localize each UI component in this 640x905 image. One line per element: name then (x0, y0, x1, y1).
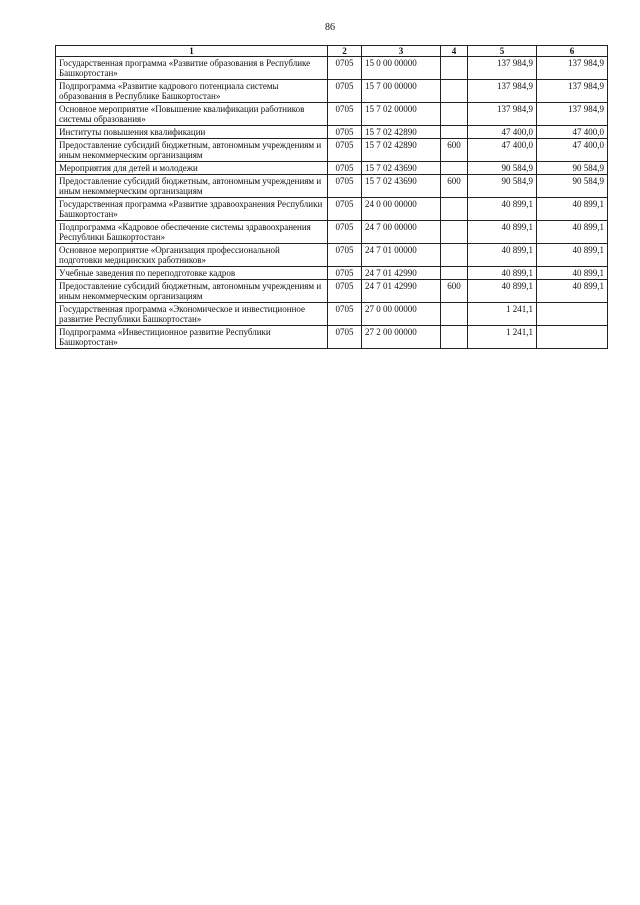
row-target-article: 24 7 01 42990 (362, 267, 441, 280)
row-expense-type (441, 221, 468, 244)
table-body (56, 57, 608, 349)
row-section-code: 0705 (328, 80, 362, 103)
row-expense-type (441, 303, 468, 326)
header-col-4: 4 (441, 46, 468, 57)
row-section-code: 0705 (328, 221, 362, 244)
row-section-code: 0705 (328, 244, 362, 267)
row-target-article: 15 7 02 43690 (362, 162, 441, 175)
row-amount-2: 40 899,1 (537, 221, 608, 244)
table-header (56, 46, 608, 57)
header-col-2: 2 (328, 46, 362, 57)
budget-table (55, 45, 608, 349)
header-row (56, 46, 608, 57)
row-amount-2 (537, 303, 608, 326)
row-expense-type (441, 57, 468, 80)
row-name: Учебные заведения по переподготовке кадров (56, 267, 328, 280)
row-target-article: 27 2 00 00000 (362, 326, 441, 349)
header-col-5: 5 (468, 46, 537, 57)
row-expense-type (441, 80, 468, 103)
row-amount-2: 40 899,1 (537, 244, 608, 267)
row-amount-2: 90 584,9 (537, 162, 608, 175)
row-expense-type (441, 244, 468, 267)
row-amount-2: 137 984,9 (537, 57, 608, 80)
row-amount-2 (537, 326, 608, 349)
table-row (56, 280, 608, 303)
row-amount-2: 47 400,0 (537, 139, 608, 162)
row-amount-2: 90 584,9 (537, 175, 608, 198)
table-row (56, 103, 608, 126)
table-row (56, 267, 608, 280)
table-row (56, 126, 608, 139)
row-name: Подпрограмма «Развитие кадрового потенциала системы образования в Республике Башкортостан» (56, 80, 328, 103)
table-row (56, 326, 608, 349)
row-amount-2: 47 400,0 (537, 126, 608, 139)
row-amount-1: 40 899,1 (468, 280, 537, 303)
row-expense-type: 600 (441, 280, 468, 303)
row-section-code: 0705 (328, 126, 362, 139)
row-expense-type (441, 267, 468, 280)
row-target-article: 15 7 00 00000 (362, 80, 441, 103)
table-row (56, 57, 608, 80)
row-expense-type: 600 (441, 175, 468, 198)
row-target-article: 24 7 01 42990 (362, 280, 441, 303)
row-amount-1: 90 584,9 (468, 162, 537, 175)
table-row (56, 162, 608, 175)
row-amount-1: 137 984,9 (468, 80, 537, 103)
row-section-code: 0705 (328, 139, 362, 162)
row-name: Подпрограмма «Инвестиционное развитие Республики Башкортостан» (56, 326, 328, 349)
row-amount-2: 40 899,1 (537, 198, 608, 221)
row-target-article: 15 7 02 43690 (362, 175, 441, 198)
row-target-article: 24 7 01 00000 (362, 244, 441, 267)
table-row (56, 175, 608, 198)
header-col-3: 3 (362, 46, 441, 57)
row-expense-type (441, 103, 468, 126)
row-expense-type (441, 126, 468, 139)
table-row (56, 221, 608, 244)
row-target-article: 24 0 00 00000 (362, 198, 441, 221)
row-amount-1: 1 241,1 (468, 326, 537, 349)
row-name: Государственная программа «Экономическое и инвестиционное развитие Республики Башкортостан» (56, 303, 328, 326)
row-amount-2: 40 899,1 (537, 267, 608, 280)
row-expense-type (441, 198, 468, 221)
row-name: Государственная программа «Развитие здравоохранения Республики Башкортостан» (56, 198, 328, 221)
header-col-6: 6 (537, 46, 608, 57)
row-section-code: 0705 (328, 326, 362, 349)
row-amount-1: 40 899,1 (468, 244, 537, 267)
row-section-code: 0705 (328, 175, 362, 198)
row-amount-2: 40 899,1 (537, 280, 608, 303)
row-expense-type: 600 (441, 139, 468, 162)
table-row (56, 244, 608, 267)
row-section-code: 0705 (328, 103, 362, 126)
row-amount-1: 47 400,0 (468, 126, 537, 139)
row-target-article: 15 7 02 00000 (362, 103, 441, 126)
row-amount-1: 40 899,1 (468, 221, 537, 244)
row-target-article: 15 7 02 42890 (362, 126, 441, 139)
row-amount-2: 137 984,9 (537, 80, 608, 103)
row-section-code: 0705 (328, 57, 362, 80)
row-name: Институты повышения квалификации (56, 126, 328, 139)
table-row (56, 80, 608, 103)
row-expense-type (441, 162, 468, 175)
header-col-1: 1 (56, 46, 328, 57)
row-target-article: 24 7 00 00000 (362, 221, 441, 244)
row-target-article: 27 0 00 00000 (362, 303, 441, 326)
row-target-article: 15 0 00 00000 (362, 57, 441, 80)
row-amount-1: 40 899,1 (468, 267, 537, 280)
row-name: Государственная программа «Развитие образования в Республике Башкортостан» (56, 57, 328, 80)
row-expense-type (441, 326, 468, 349)
table-row (56, 139, 608, 162)
row-amount-1: 40 899,1 (468, 198, 537, 221)
row-name: Подпрограмма «Кадровое обеспечение системы здравоохранения Республики Башкортостан» (56, 221, 328, 244)
table-row (56, 198, 608, 221)
row-section-code: 0705 (328, 198, 362, 221)
row-section-code: 0705 (328, 303, 362, 326)
row-amount-1: 1 241,1 (468, 303, 537, 326)
row-amount-1: 137 984,9 (468, 57, 537, 80)
table-row (56, 303, 608, 326)
row-name: Предоставление субсидий бюджетным, автономным учреждениям и иным некоммерческим организациям (56, 175, 328, 198)
row-name: Мероприятия для детей и молодежи (56, 162, 328, 175)
row-section-code: 0705 (328, 267, 362, 280)
row-name: Основное мероприятие «Организация профессиональной подготовки медицинских работников» (56, 244, 328, 267)
row-name: Предоставление субсидий бюджетным, автономным учреждениям и иным некоммерческим организациям (56, 139, 328, 162)
row-amount-1: 90 584,9 (468, 175, 537, 198)
row-name: Основное мероприятие «Повышение квалификации работников системы образования» (56, 103, 328, 126)
row-amount-1: 47 400,0 (468, 139, 537, 162)
row-name: Предоставление субсидий бюджетным, автономным учреждениям и иным некоммерческим организациям (56, 280, 328, 303)
row-section-code: 0705 (328, 162, 362, 175)
row-target-article: 15 7 02 42890 (362, 139, 441, 162)
row-amount-2: 137 984,9 (537, 103, 608, 126)
row-amount-1: 137 984,9 (468, 103, 537, 126)
row-section-code: 0705 (328, 280, 362, 303)
page-number: 86 (325, 22, 335, 33)
